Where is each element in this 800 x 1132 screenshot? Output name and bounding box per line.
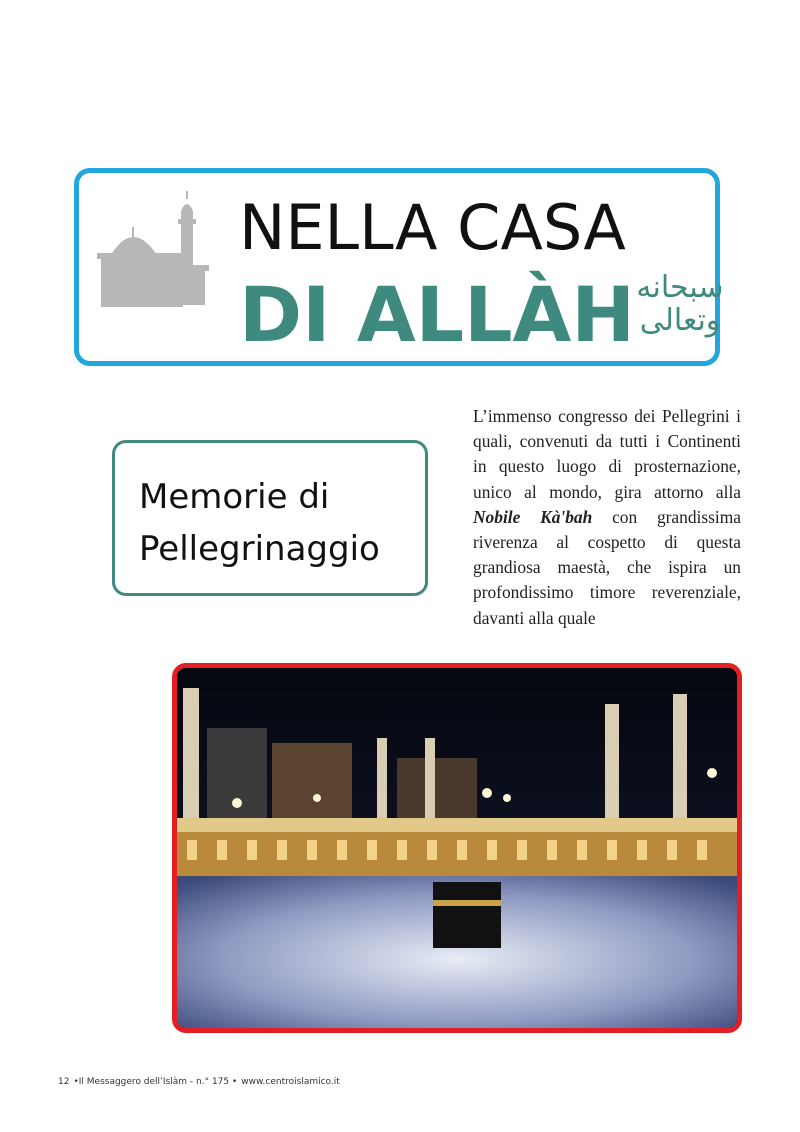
website-link[interactable]: www.centroislamico.it: [241, 1077, 340, 1087]
paragraph-text-end: con grandissima riverenza al cospetto di questa grandiosa maestà, che ispira un profondissimo timore reverenziale, davanti alla quale: [473, 506, 741, 628]
kaaba-photo-illustration: [177, 668, 737, 1028]
article-intro-paragraph: [473, 404, 741, 631]
page-number: 12: [58, 1077, 70, 1087]
kaaba-photo: [172, 663, 742, 1033]
mosque-icon: [95, 189, 211, 313]
emphasis-kaaba: Nobile Kà'bah: [473, 506, 593, 527]
publication-name: •Il Messaggero dell’Islàm - n.° 175 •: [73, 1077, 238, 1087]
paragraph-text-start: L’immenso congresso dei Pellegrini i quali, convenuti da tutti i Continenti in questo luogo di prosternazione, unico al mondo, gira attorno alla: [473, 406, 741, 502]
title-banner: [74, 168, 724, 366]
arabic-honorific: سبحانه وتعالى: [636, 270, 724, 338]
title-line-2: DI ALLÀH: [239, 270, 635, 359]
page-footer: [58, 1077, 344, 1087]
subtitle-box: [112, 440, 428, 596]
title-line-1: NELLA CASA: [239, 191, 626, 264]
subtitle-text: Memorie di Pellegrinaggio: [139, 477, 380, 569]
